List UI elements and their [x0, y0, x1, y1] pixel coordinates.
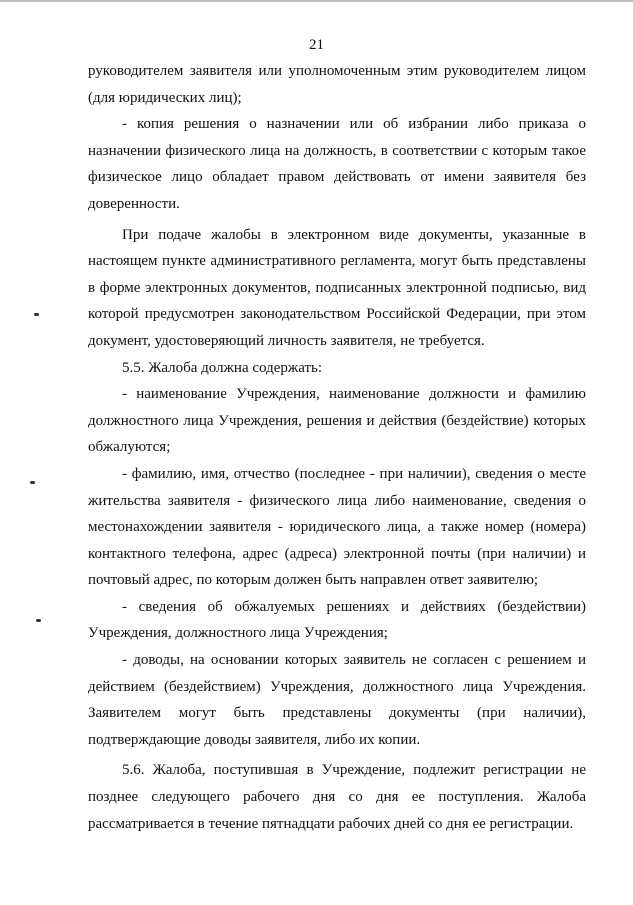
paragraph-7: - сведения об обжалуемых решениях и действиях (бездействии) Учреждения, должностного лица Учреждения;	[88, 598, 586, 642]
document-body	[88, 58, 586, 837]
paragraph-9: 5.6. Жалоба, поступившая в Учреждение, подлежит регистрации не позднее следующего рабочего дня со дня ее поступления. Жалоба рассматривается в течение пятнадцати рабочих дней со дня ее регистрации.	[88, 762, 586, 832]
paragraph-6: - фамилию, имя, отчество (последнее - при наличии), сведения о месте жительства заявителя - физического лица либо наименование, сведения о местонахождении заявителя - юридического лица, а также номер (номера) контактного телефона, адрес (адреса) электронной почты (при наличии) и почтовый адрес, по которым должен быть направлен ответ заявителю;	[88, 465, 586, 589]
page-number: 21	[309, 37, 324, 53]
scan-speck	[30, 481, 35, 484]
paragraph-1: руководителем заявителя или уполномоченным этим руководителем лицом (для юридических лиц);	[88, 63, 586, 106]
paragraph-4: 5.5. Жалоба должна содержать:	[122, 359, 323, 376]
top-edge-rule	[0, 0, 633, 2]
paragraph-8: - доводы, на основании которых заявитель не согласен с решением и действием (бездействием) Учреждения, должностного лица Учреждения. Заявителем могут быть представлены документы (при наличии), подтверждающие доводы заявителя, либо их копии.	[88, 652, 586, 748]
paragraph-3: При подаче жалобы в электронном виде документы, указанные в настоящем пункте административного регламента, могут быть представлены в форме электронных документов, подписанных электронной подписью, вид которой предусмотрен законодательством Российской Федерации, при этом документ, удостоверяющий личность заявителя, не требуется.	[88, 226, 586, 349]
paragraph-5: - наименование Учреждения, наименование должности и фамилию должностного лица Учреждения, решения и действия (бездействие) которых обжалуются;	[88, 386, 586, 456]
scan-speck	[36, 619, 41, 622]
paragraph-2: - копия решения о назначении или об избрании либо приказа о назначении физического лица на должность, в соответствии с которым такое физическое лицо обладает правом действовать от имени заявителя без доверенности.	[88, 116, 586, 212]
scan-speck	[34, 313, 39, 316]
